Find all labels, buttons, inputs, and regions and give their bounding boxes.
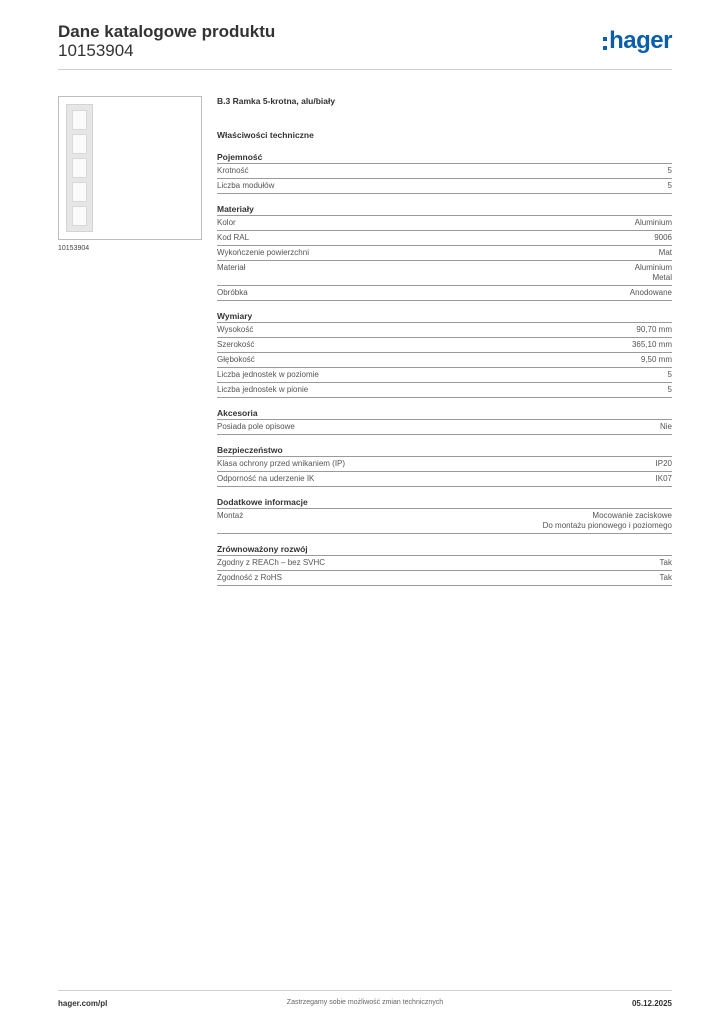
spec-label: Liczba modułów <box>217 181 275 190</box>
spec-label: Wykończenie powierzchni <box>217 248 309 257</box>
spec-section-title: Bezpieczeństwo <box>217 445 672 457</box>
frame-slot <box>72 206 87 226</box>
section-title: Właściwości techniczne <box>217 130 314 140</box>
spec-row <box>217 179 672 194</box>
spec-row <box>217 164 672 179</box>
document-title: Dane katalogowe produktu <box>58 22 276 41</box>
spec-value <box>635 263 672 283</box>
spec-section-title: Materiały <box>217 204 672 216</box>
logo-text: hager <box>609 27 672 54</box>
spec-row <box>217 457 672 472</box>
spec-value-line: Tak <box>659 558 672 567</box>
spec-section <box>217 497 672 534</box>
footer-date: 05.12.2025 <box>631 999 672 1008</box>
spec-value-line: IK07 <box>655 474 672 483</box>
spec-label: Liczba jednostek w pionie <box>217 385 309 394</box>
spec-row <box>217 368 672 383</box>
spec-value-line: Tak <box>659 573 672 582</box>
spec-row <box>217 286 672 301</box>
spec-value <box>668 181 672 191</box>
spec-label: Obróbka <box>217 288 248 297</box>
spec-row <box>217 509 672 534</box>
spec-value-line: 9006 <box>654 233 672 242</box>
spec-value-line: 90,70 mm <box>636 325 672 334</box>
spec-label: Głębokość <box>217 355 255 364</box>
spec-row <box>217 246 672 261</box>
sections-container <box>217 152 672 586</box>
spec-label: Klasa ochrony przed wnikaniem (IP) <box>217 459 346 468</box>
spec-value-line: 5 <box>667 181 672 190</box>
frame-slot <box>72 158 87 178</box>
technical-data <box>217 96 672 586</box>
spec-section <box>217 445 672 487</box>
spec-value <box>630 288 672 298</box>
spec-section-title: Wymiary <box>217 311 672 323</box>
spec-value <box>660 573 672 583</box>
spec-row <box>217 420 672 435</box>
spec-row <box>217 353 672 368</box>
spec-label: Szerokość <box>217 340 255 349</box>
spec-value-line: 365,10 mm <box>631 340 672 349</box>
frame-slot <box>72 182 87 202</box>
footer-disclaimer: Zastrzegamy sobie możliwość zmian technicznych <box>286 999 444 1006</box>
spec-value <box>660 422 672 432</box>
spec-section <box>217 311 672 398</box>
spec-section <box>217 152 672 194</box>
product-name: B.3 Ramka 5-krotna, alu/biały <box>217 96 336 106</box>
product-image <box>58 96 202 240</box>
spec-value <box>632 340 672 350</box>
spec-row <box>217 556 672 571</box>
spec-value-line: 5 <box>667 166 672 175</box>
spec-value <box>656 459 672 469</box>
spec-label: Posiada pole opisowe <box>217 422 295 431</box>
spec-value-line: Metal <box>652 273 672 282</box>
page-header <box>58 22 672 70</box>
spec-label: Kod RAL <box>217 233 250 242</box>
spec-row <box>217 323 672 338</box>
spec-label: Zgodność z RoHS <box>217 573 282 582</box>
spec-row <box>217 338 672 353</box>
spec-label: Liczba jednostek w poziomie <box>217 370 319 379</box>
spec-value <box>636 325 672 335</box>
spec-value <box>654 233 672 243</box>
spec-value-line: Anodowane <box>629 288 672 297</box>
spec-section-title: Pojemność <box>217 152 672 164</box>
spec-section <box>217 408 672 435</box>
spec-section-title: Dodatkowe informacje <box>217 497 672 509</box>
page-footer <box>58 990 672 1018</box>
spec-value-line: 5 <box>667 385 672 394</box>
spec-label: Zgodny z REACh – bez SVHC <box>217 558 326 567</box>
spec-value <box>668 166 672 176</box>
spec-label: Wysokość <box>217 325 254 334</box>
spec-label: Odporność na uderzenie IK <box>217 474 315 483</box>
image-caption: 10153904 <box>58 245 90 252</box>
spec-label: Montaż <box>217 511 244 520</box>
spec-section <box>217 204 672 301</box>
spec-row <box>217 571 672 586</box>
frame-slot <box>72 134 87 154</box>
spec-value-line: IP20 <box>655 459 672 468</box>
spec-value-line: Mocowanie zaciskowe <box>592 511 672 520</box>
spec-row <box>217 383 672 398</box>
document-number: 10153904 <box>58 41 134 60</box>
spec-value-line: Aluminium <box>634 218 672 227</box>
spec-value <box>660 558 672 568</box>
spec-value-line: 9,50 mm <box>640 355 672 364</box>
frame-illustration <box>66 104 93 232</box>
spec-row <box>217 261 672 286</box>
logo-colon-icon <box>603 37 607 50</box>
footer-website[interactable]: hager.com/pl <box>58 999 108 1008</box>
spec-label: Kolor <box>217 218 236 227</box>
spec-section-title: Zrównoważony rozwój <box>217 544 672 556</box>
spec-row <box>217 216 672 231</box>
spec-value-line: 5 <box>667 370 672 379</box>
spec-section <box>217 544 672 586</box>
spec-value <box>543 511 672 531</box>
spec-value-line: Mat <box>658 248 672 257</box>
spec-value <box>668 385 672 395</box>
frame-slot <box>72 110 87 130</box>
hager-logo <box>603 28 672 54</box>
spec-value <box>668 370 672 380</box>
spec-value <box>635 218 672 228</box>
spec-label: Materiał <box>217 263 246 272</box>
spec-value <box>659 248 672 258</box>
spec-value-line: Aluminium <box>634 263 672 272</box>
spec-section-title: Akcesoria <box>217 408 672 420</box>
spec-value <box>656 474 672 484</box>
spec-value-line: Do montażu pionowego i poziomego <box>542 521 672 530</box>
spec-value <box>641 355 672 365</box>
spec-row <box>217 472 672 487</box>
spec-value-line: Nie <box>659 422 672 431</box>
spec-label: Krotność <box>217 166 249 175</box>
spec-row <box>217 231 672 246</box>
